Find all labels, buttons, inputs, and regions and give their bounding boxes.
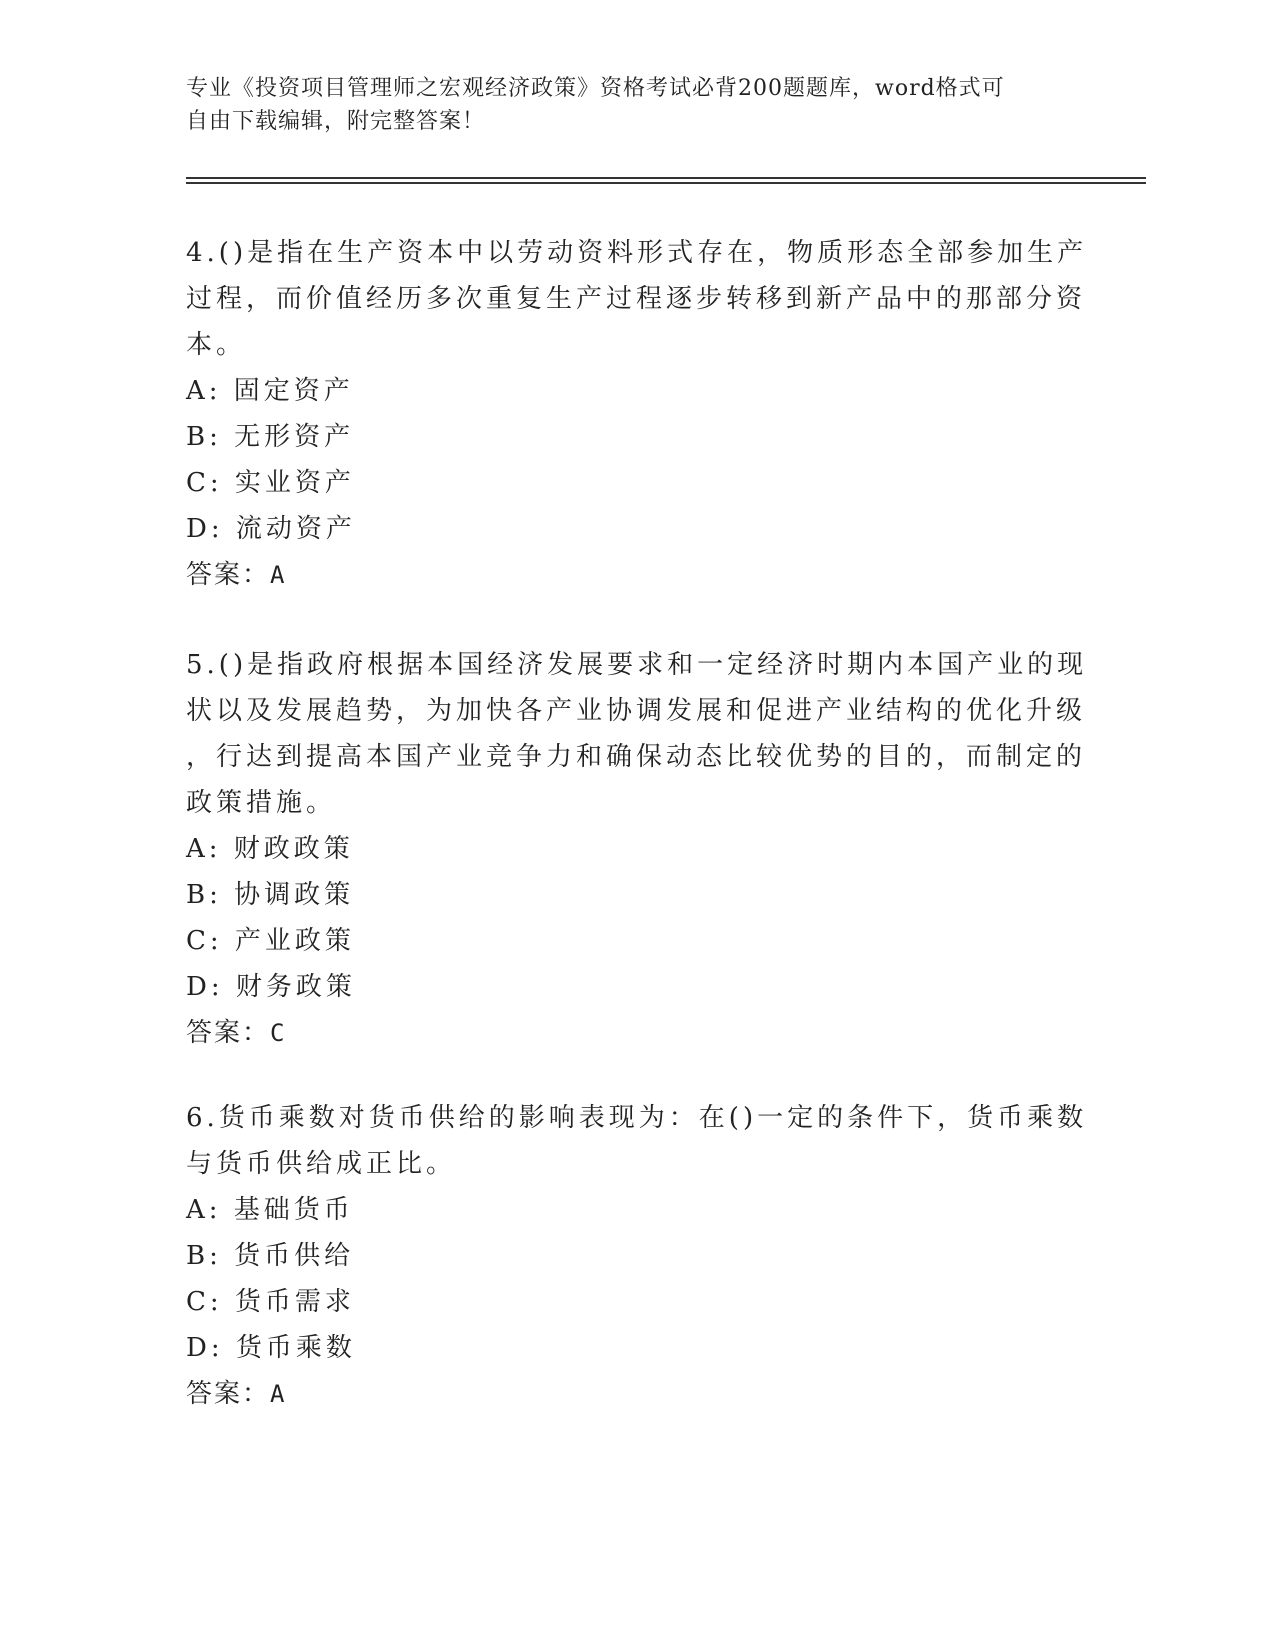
question-text-line: 6.货币乘数对货币供给的影响表现为：在()一定的条件下，货币乘数 — [186, 1103, 1088, 1133]
option-a: A: 财政政策 — [186, 834, 354, 864]
question-6 — [186, 1095, 1088, 1417]
question-text-line: 本。 — [186, 330, 247, 360]
option-c: C: 实业资产 — [186, 468, 355, 498]
answer-label: 答案： — [186, 1018, 271, 1048]
option-d: D: 财务政策 — [186, 972, 356, 1002]
option-c: C: 货币需求 — [186, 1287, 355, 1317]
answer-label: 答案： — [186, 560, 271, 590]
answer-row — [186, 1010, 1066, 1056]
question-text-line: ，行达到提高本国产业竞争力和确保动态比较优势的目的，而制定的 — [186, 742, 1087, 772]
option-a: A: 固定资产 — [186, 376, 354, 406]
header-title-line-1: 专业《投资项目管理师之宏观经济政策》资格考试必背200题题库，word格式可 — [186, 76, 1005, 101]
question-text-line: 4.()是指在生产资本中以劳动资料形式存在，物质形态全部参加生产 — [186, 238, 1088, 268]
option-d: D: 货币乘数 — [186, 1333, 356, 1363]
question-text-line: 政策措施。 — [186, 788, 337, 818]
document-header — [186, 72, 1066, 138]
option-b: B: 协调政策 — [186, 880, 355, 910]
question-text-line: 状以及发展趋势，为加快各产业协调发展和促进产业结构的优化升级 — [186, 696, 1087, 726]
header-divider-top — [186, 177, 1146, 179]
question-4 — [186, 230, 1088, 598]
question-text-line: 5.()是指政府根据本国经济发展要求和一定经济时期内本国产业的现 — [186, 650, 1088, 680]
option-d: D: 流动资产 — [186, 514, 356, 544]
question-text-line: 与货币供给成正比。 — [186, 1149, 457, 1179]
question-5 — [186, 642, 1088, 1056]
answer-value: A — [270, 1380, 287, 1408]
option-c: C: 产业政策 — [186, 926, 355, 956]
option-b: B: 货币供给 — [186, 1241, 355, 1271]
answer-value: C — [270, 1019, 287, 1047]
question-text-line: 过程，而价值经历多次重复生产过程逐步转移到新产品中的那部分资 — [186, 284, 1087, 314]
header-title-line-2: 自由下载编辑，附完整答案！ — [186, 109, 486, 134]
option-a: A: 基础货币 — [186, 1195, 354, 1225]
answer-label: 答案： — [186, 1379, 271, 1409]
answer-value: A — [270, 561, 287, 589]
answer-row — [186, 552, 1066, 598]
option-b: B: 无形资产 — [186, 422, 355, 452]
header-divider-bottom — [186, 182, 1146, 184]
answer-row — [186, 1371, 1066, 1417]
